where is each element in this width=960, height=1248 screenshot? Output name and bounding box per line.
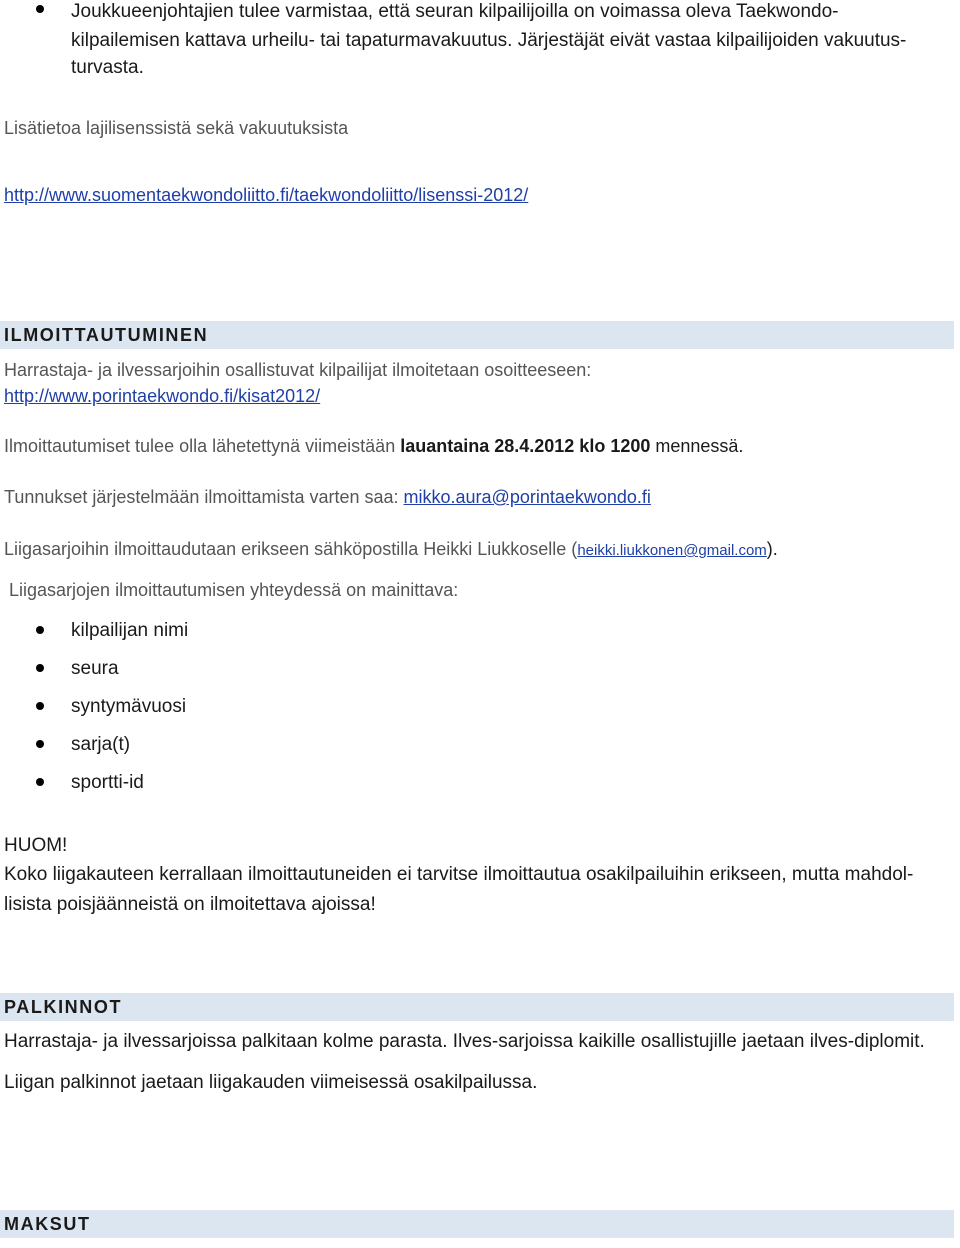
note-line2: lisista poisjäänneistä on ilmoitettava ajoissa! [4,894,376,915]
credentials-line [4,485,651,509]
credentials-pre: Tunnukset järjestelmään ilmoittamista varten saa: [4,487,404,507]
list-item: kilpailijan nimi [71,620,189,641]
deadline-line [4,434,743,458]
prizes-line1: Harrastaja- ja ilvessarjoissa palkitaan kolme parasta. Ilves-sarjoissa kaikille osallistujille jaetaan ilves-diplomit. [4,1031,925,1052]
list-item: seura [71,658,119,679]
note-line1: Koko liigakauteen kerrallaan ilmoittautuneiden ei tarvitse ilmoittautua osakilpailuihin erikseen, mutta mahdol- [4,864,914,885]
league-email-link[interactable]: heikki.liukkonen@gmail.com [577,542,767,559]
registration-heading: ILMOITTAUTUMINEN [0,321,954,349]
license-link-line [4,183,528,207]
fees-heading: MAKSUT [0,1210,954,1238]
credentials-email-link[interactable]: mikko.aura@porintaekwondo.fi [403,487,651,507]
list-item: sarja(t) [71,734,131,755]
registration-intro: Harrastaja- ja ilvessarjoihin osallistuvat kilpailijat ilmoitetaan osoitteeseen: [4,360,592,380]
bullet-icon [36,778,44,786]
list-item: syntymävuosi [71,696,187,717]
insurance-note-line3: turvasta. [71,57,144,78]
bullet-icon [36,664,44,672]
deadline-pre: Ilmoittautumiset tulee olla lähetettynä viimeistään [4,436,401,456]
league-info-intro: Liigasarjojen ilmoittautumisen yhteydessä on mainittava: [9,580,459,600]
registration-link[interactable]: http://www.porintaekwondo.fi/kisat2012/ [4,386,321,406]
insurance-note-line2: kilpailemisen kattava urheilu- tai tapaturmavakuutus. Järjestäjät eivät vastaa kilpailijoiden vakuutus- [71,30,907,51]
list-item: sportti-id [71,772,144,793]
info-heading: Lisätietoa lajilisenssistä sekä vakuutuksista [4,118,349,138]
license-link[interactable]: http://www.suomentaekwondoliitto.fi/taekwondoliitto/lisenssi-2012/ [4,185,529,205]
deadline-date: lauantaina 28.4.2012 klo 1200 [400,436,651,456]
bullet-icon [36,5,44,13]
insurance-note-line1: Joukkueenjohtajien tulee varmistaa, että seuran kilpailijoilla on voimassa oleva Taekwondo- [71,1,839,22]
league-post: ). [766,539,778,559]
bullet-icon [36,740,44,748]
prizes-line2: Liigan palkinnot jaetaan liigakauden viimeisessä osakilpailussa. [4,1072,538,1093]
league-line [4,537,778,563]
league-pre: Liigasarjoihin ilmoittaudutaan erikseen sähköpostilla Heikki Liukkoselle ( [4,539,578,559]
bullet-icon [36,702,44,710]
note-title: HUOM! [4,835,68,856]
registration-link-line [4,384,320,408]
deadline-post: mennessä. [650,436,744,456]
bullet-icon [36,626,44,634]
prizes-heading: PALKINNOT [0,993,954,1021]
